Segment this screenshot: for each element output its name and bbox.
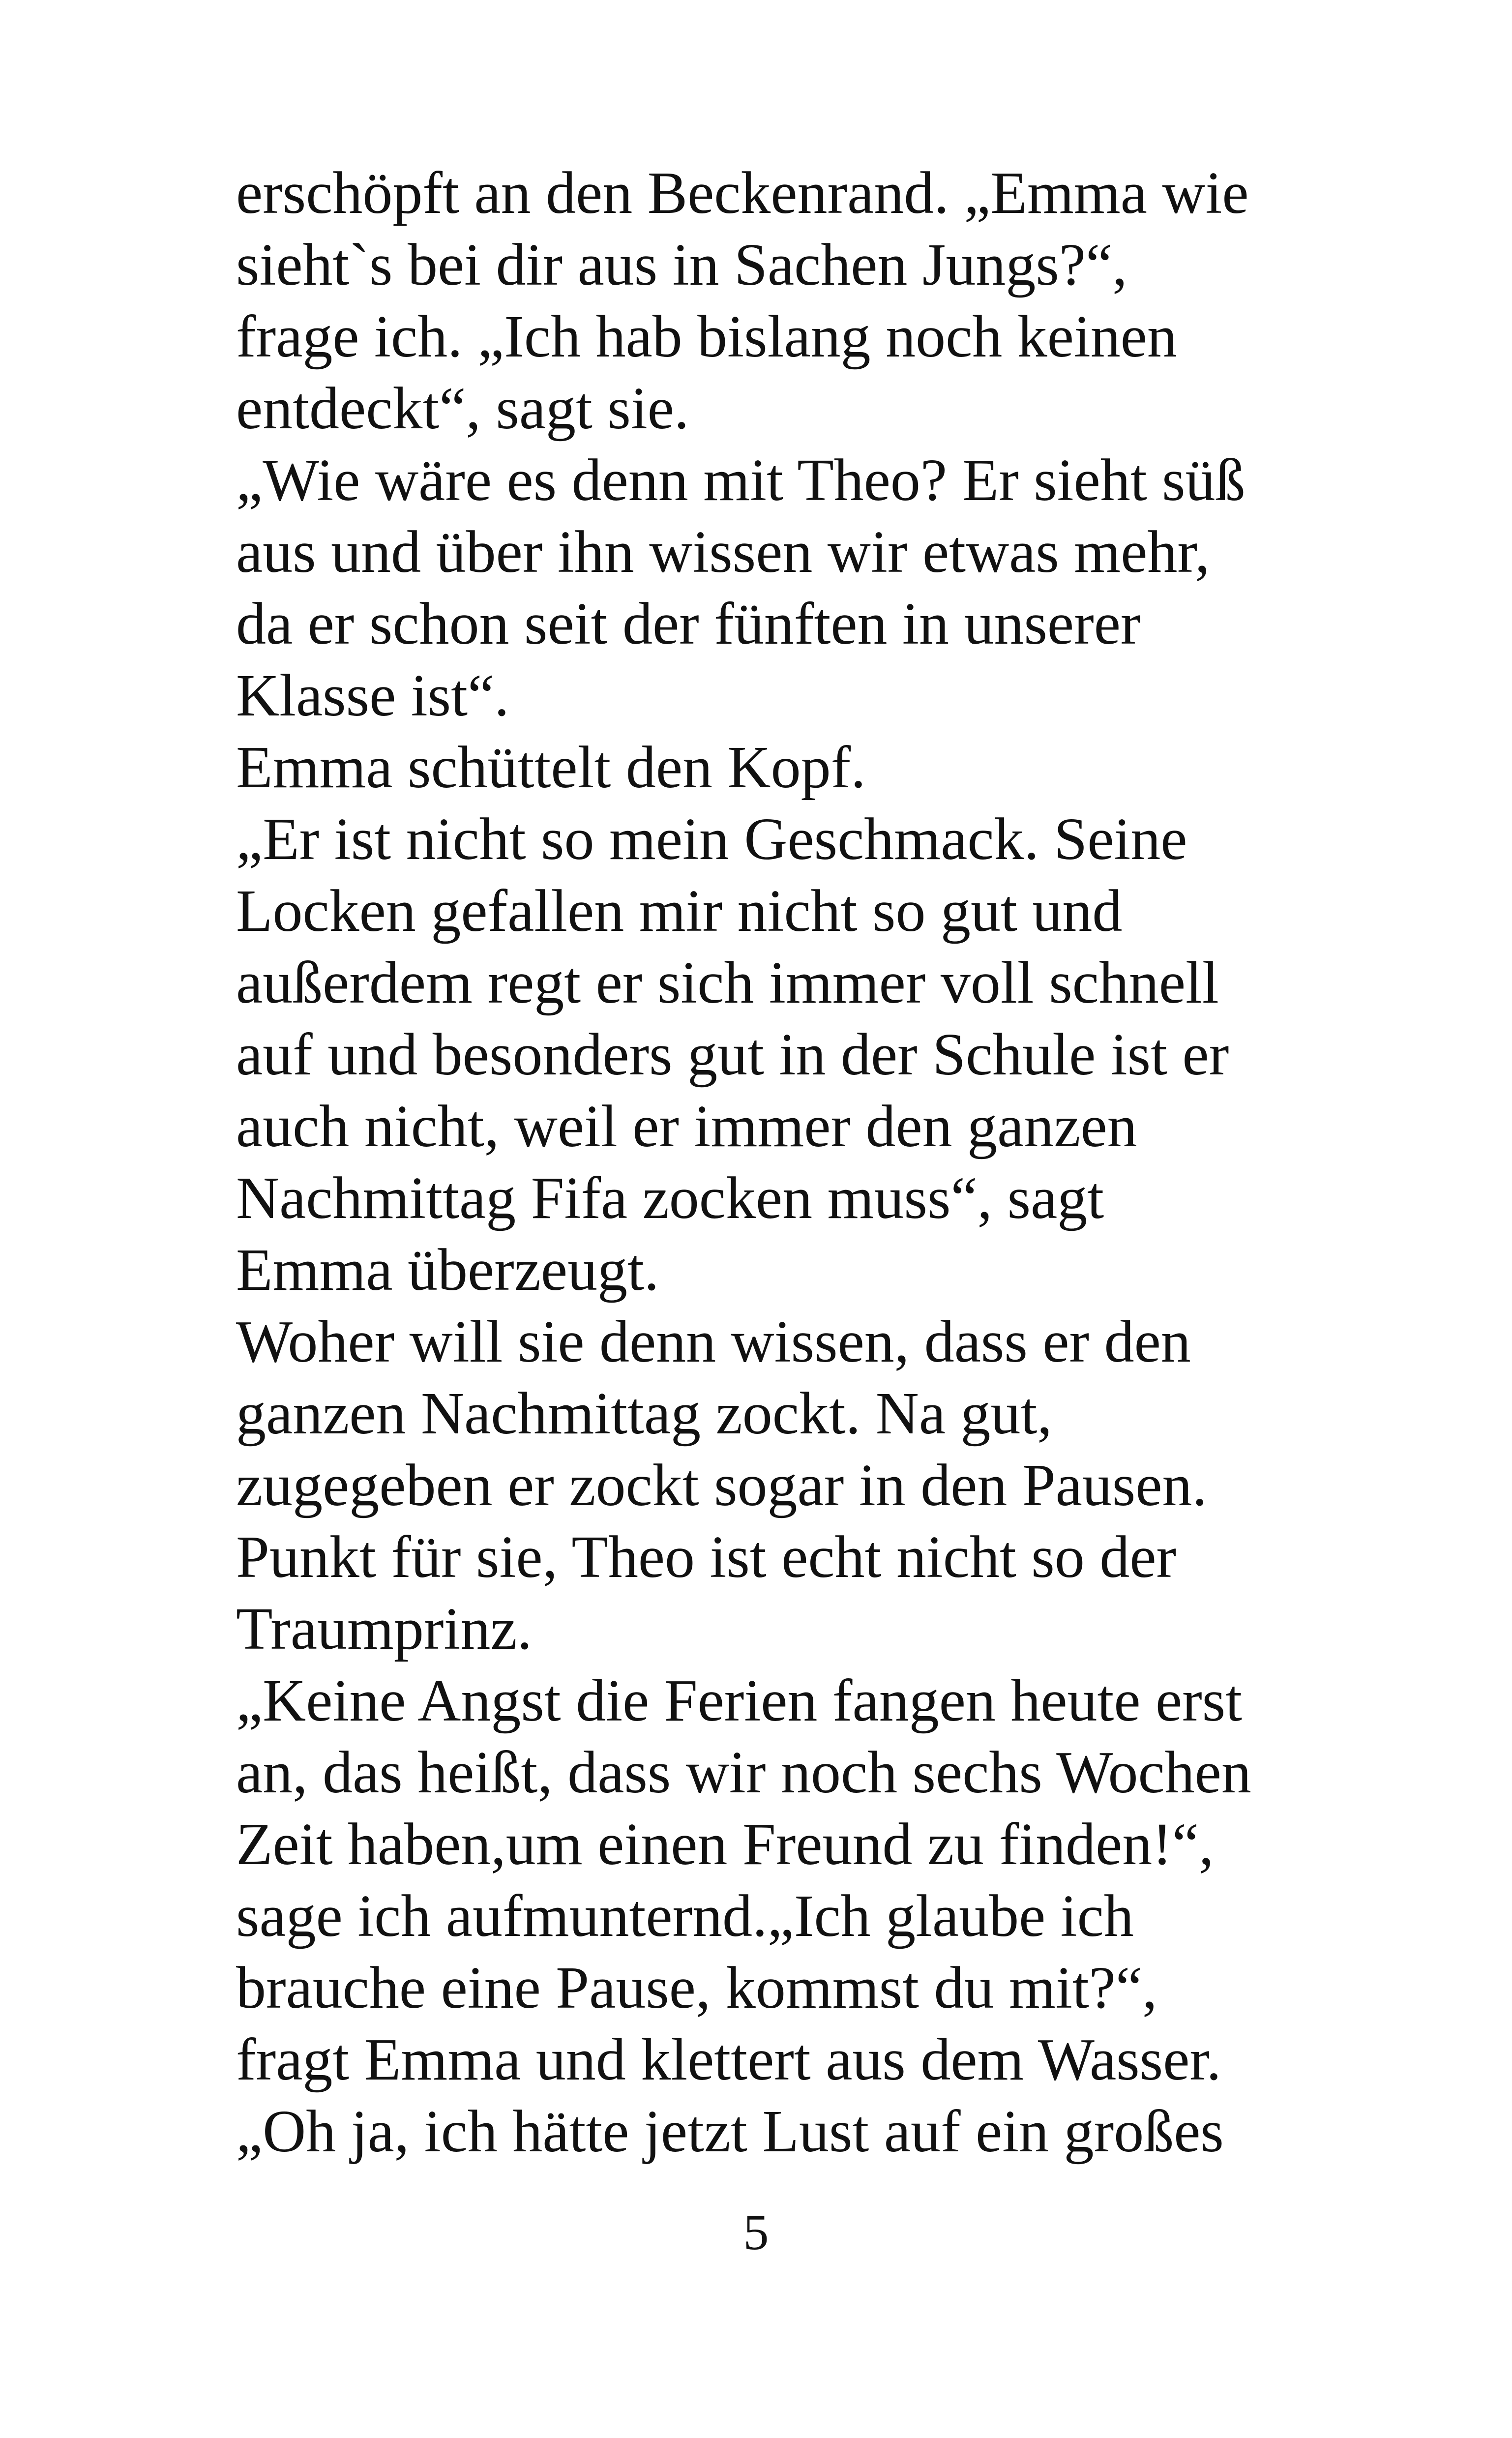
text-line: Woher will sie denn wissen, dass er den [236, 1308, 1191, 1375]
text-line: an, das heißt, dass wir noch sechs Wochen [236, 1739, 1251, 1806]
text-line: Traumprinz. [236, 1596, 533, 1662]
text-line: brauche eine Pause, kommst du mit?“, [236, 1955, 1157, 2021]
text-line: sieht`s bei dir aus in Sachen Jungs?“, [236, 232, 1127, 298]
text-line: Emma schüttelt den Kopf. [236, 734, 866, 801]
text-line: „Er ist nicht so mein Geschmack. Seine [236, 806, 1187, 872]
text-line: zugegeben er zockt sogar in den Pausen. [236, 1452, 1207, 1518]
text-line: außerdem regt er sich immer voll schnell [236, 950, 1219, 1016]
body-text [236, 157, 1318, 2168]
text-line: Nachmittag Fifa zocken muss“, sagt [236, 1165, 1104, 1231]
text-line: aus und über ihn wissen wir etwas mehr, [236, 519, 1210, 585]
text-line: Emma überzeugt. [236, 1237, 659, 1303]
text-line: Locken gefallen mir nicht so gut und [236, 878, 1123, 944]
text-line: ganzen Nachmittag zockt. Na gut, [236, 1380, 1052, 1447]
page-number: 5 [743, 2204, 769, 2260]
text-line: da er schon seit der fünften in unserer [236, 591, 1141, 657]
text-line: frage ich. „Ich hab bislang noch keinen [236, 303, 1177, 370]
text-line: Zeit haben,um einen Freund zu finden!“, [236, 1811, 1214, 1877]
text-line: „Oh ja, ich hätte jetzt Lust auf ein großes [236, 2098, 1224, 2165]
text-line: „Keine Angst die Ferien fangen heute erst [236, 1667, 1243, 1734]
text-line: erschöpft an den Beckenrand. „Emma wie [236, 160, 1249, 226]
text-line: Punkt für sie, Theo ist echt nicht so der [236, 1524, 1177, 1590]
text-line: „Wie wäre es denn mit Theo? Er sieht süß [236, 447, 1245, 513]
text-line: Klasse ist“. [236, 662, 509, 729]
text-line: sage ich aufmunternd.„Ich glaube ich [236, 1883, 1134, 1949]
text-line: fragt Emma und klettert aus dem Wasser. [236, 2026, 1221, 2093]
text-line: auf und besonders gut in der Schule ist er [236, 1021, 1229, 1088]
text-line: auch nicht, weil er immer den ganzen [236, 1093, 1137, 1160]
text-line: entdeckt“, sagt sie. [236, 375, 689, 442]
